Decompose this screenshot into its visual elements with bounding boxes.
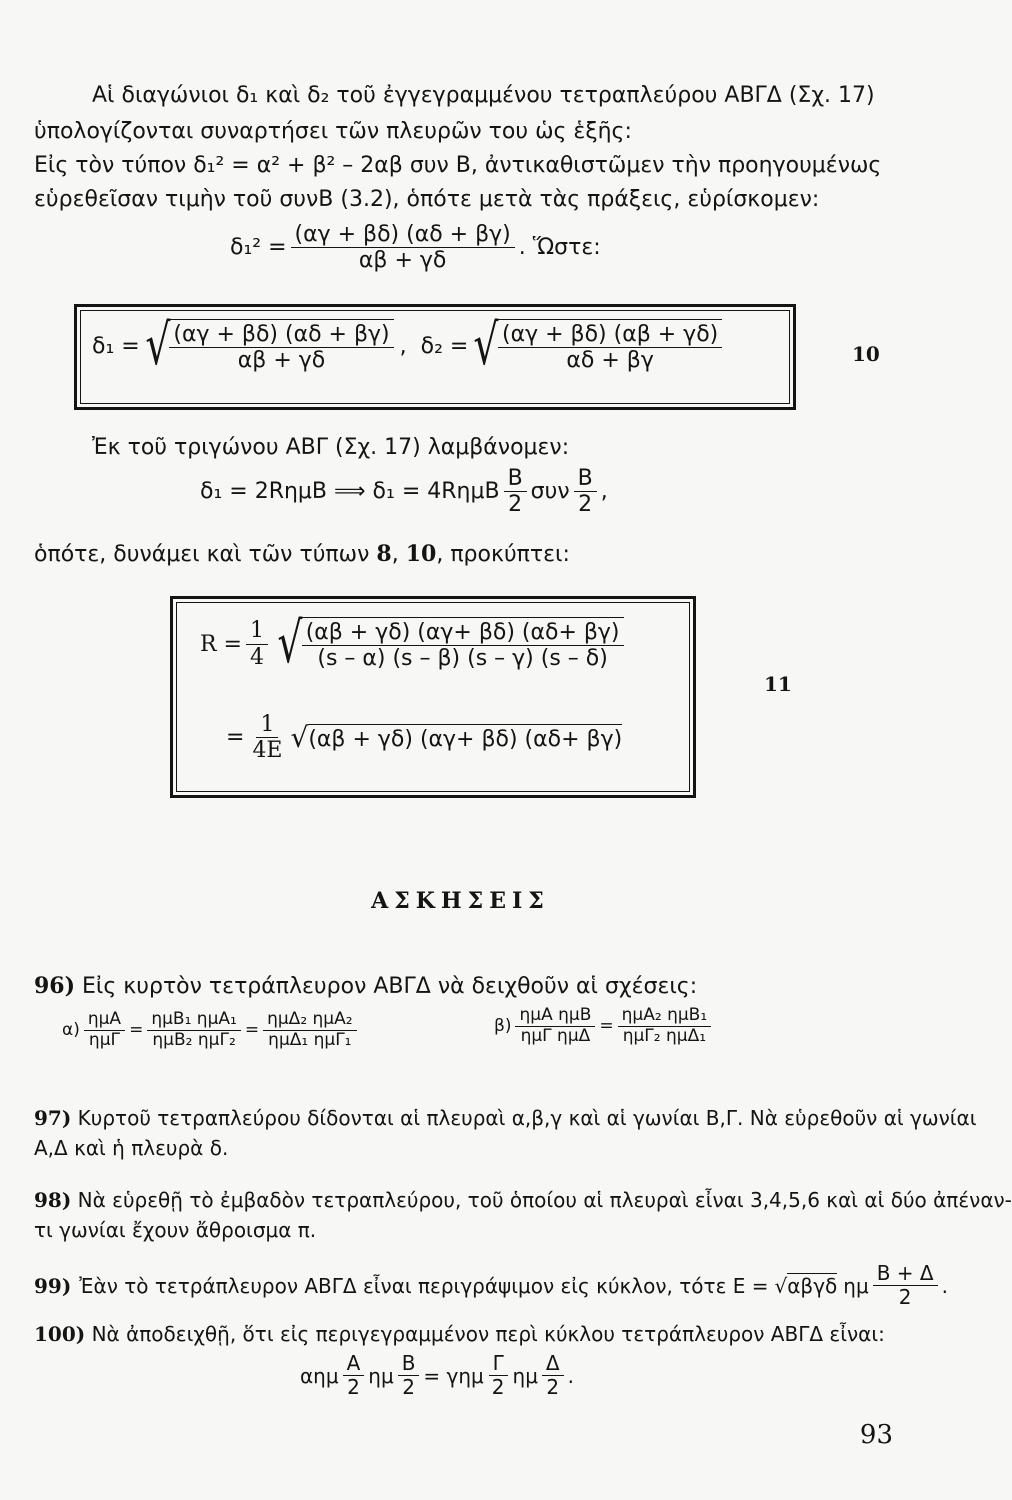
equation-number-10: 10 <box>852 342 880 366</box>
frac-numerator: 1 <box>246 618 268 644</box>
fraction <box>147 1010 241 1050</box>
frac-numerator: ημΑ <box>84 1010 125 1031</box>
exercise-text: Νὰ εὑρεθῇ τὸ ἐμβαδὸν τετραπλεύρου, τοῦ ὁποίου αἱ πλευραὶ εἶναι 3,4,5,6 καὶ αἱ δύο ἀπέναν- <box>77 1188 1012 1212</box>
frac-denominator: 4 <box>250 644 264 670</box>
triangle-end: , <box>600 479 608 505</box>
page-number: 93 <box>859 1420 893 1450</box>
frac-numerator: ημΑ₂ ημΒ₁ <box>618 1006 712 1027</box>
fraction <box>542 1352 564 1399</box>
frac-numerator: Β + Δ <box>873 1262 938 1286</box>
frac-numerator: Α <box>343 1352 365 1376</box>
exercise-100 <box>34 1320 885 1348</box>
hence-post: , προκύπτει: <box>436 542 570 567</box>
frac-denominator: 2 <box>508 492 523 518</box>
frac-denominator: 2 <box>491 1375 505 1399</box>
exercise-97-line-2: Α,Δ καὶ ἡ πλευρὰ δ. <box>34 1136 229 1160</box>
exercise-98-line-2: τι γωνίαι ἔχουν ἄθροισμα π. <box>34 1218 317 1242</box>
frac-numerator: ημΔ₂ ημΑ₂ <box>263 1010 356 1031</box>
period: . <box>941 1273 948 1298</box>
radical-sign-icon: √ <box>277 611 303 676</box>
exercise-96-part-b <box>494 1006 715 1046</box>
intro-line-1: Αἱ διαγώνιοι δ₁ καὶ δ₂ τοῦ ἐγγεγραμμένου τετραπλεύρου ΑΒΓΔ (Σχ. 17) <box>92 83 875 108</box>
frac-denominator: 2 <box>546 1375 560 1399</box>
term: ημ <box>512 1363 538 1388</box>
triangle-frac-2 <box>574 466 597 518</box>
frac-denominator: ημΓ ημΔ <box>520 1025 591 1046</box>
eq-denominator: αβ + γδ <box>358 248 447 274</box>
formula-ref-10: 10 <box>405 541 437 567</box>
intro-line-3: Εἰς τὸν τύπον δ₁² = α² + β² – 2αβ συν Β, ἀντικαθιστῶμεν τὴν προηγουμένως <box>34 153 882 178</box>
exercise-number: 97) <box>34 1106 72 1130</box>
fraction <box>618 1006 712 1046</box>
equation-number-11: 11 <box>764 672 792 696</box>
d1-denominator: αβ + γδ <box>237 348 326 373</box>
equals-sign: = <box>129 1020 144 1041</box>
quarter-fraction <box>246 618 268 670</box>
exercise-text: Νὰ ἀποδειχθῇ, ὅτι εἰς περιγεγραμμένον περὶ κύκλου τετράπλευρον ΑΒΓΔ εἶναι: <box>91 1322 885 1346</box>
intro-line-4: εὑρεθεῖσαν τιμὴν τοῦ συνΒ (3.2), ὁπότε μετὰ τὰς πράξεις, εὑρίσκομεν: <box>34 187 820 212</box>
radical-2-body: (αβ + γδ) (αγ+ βδ) (αδ+ βγ) <box>308 724 622 752</box>
intro-line-2: ὑπολογίζονται συναρτήσει τῶν πλευρῶν του ὡς ἑξῆς: <box>34 119 632 144</box>
exercise-text: Εἰς κυρτὸν τετράπλευρον ΑΒΓΔ νὰ δειχθοῦν αἱ σχέσεις: <box>82 974 698 999</box>
R-denominator: (s – α) (s – β) (s – γ) (s – δ) <box>317 646 608 671</box>
radical-R <box>272 611 624 676</box>
exercise-99 <box>34 1262 948 1309</box>
equals-sign: = <box>226 725 245 751</box>
eq-fraction <box>291 222 515 274</box>
term: ημ <box>368 1363 394 1388</box>
fraction <box>515 1006 595 1046</box>
radical-body: αβγδ <box>787 1274 838 1298</box>
frac-numerator: 1 <box>256 712 278 738</box>
hence-pre: ὁπότε, δυνάμει καὶ τῶν τύπων <box>34 542 370 567</box>
d2-numerator: (αγ + βδ) (αβ + γδ) <box>498 322 722 348</box>
exercise-number: 99) <box>34 1273 72 1298</box>
exercise-98 <box>34 1186 1012 1214</box>
radical-sign-icon: √ <box>473 313 499 378</box>
exercise-number: 100) <box>34 1322 86 1346</box>
frac-numerator: ημΒ₁ ημΑ₁ <box>147 1010 241 1031</box>
fraction <box>263 1010 356 1050</box>
exercise-text: Κυρτοῦ τετραπλεύρου δίδονται αἱ πλευραὶ α,β,γ καὶ αἱ γωνίαι Β,Γ. Νὰ εὑρεθοῦν αἱ γωνίαι <box>77 1106 977 1130</box>
exercises-heading: ΑΣΚΗΣΕΙΣ <box>371 888 550 914</box>
frac-denominator: 2 <box>402 1375 415 1399</box>
d2-denominator: αδ + βγ <box>566 348 654 373</box>
radical-sign-icon: √ <box>145 313 171 378</box>
radical-sign-icon: √ <box>774 1273 788 1298</box>
exercise-number: 96) <box>34 973 76 999</box>
fraction <box>84 1010 125 1050</box>
eq-tail: . Ὥστε: <box>518 235 601 261</box>
frac-numerator: Δ <box>542 1352 564 1376</box>
r-lhs: R = <box>200 631 242 657</box>
frac-denominator: ημΓ₂ ημΔ₁ <box>622 1025 707 1046</box>
frac-numerator: ημΑ ημΒ <box>515 1006 595 1027</box>
frac-denominator: 2 <box>347 1375 360 1399</box>
exercise-number: 98) <box>34 1188 72 1212</box>
exercise-96-part-a <box>62 1010 361 1050</box>
fraction <box>343 1352 365 1399</box>
hence-line <box>34 540 570 569</box>
exercise-97 <box>34 1104 976 1132</box>
period: . <box>567 1363 574 1388</box>
frac-denominator: 2 <box>898 1285 912 1309</box>
radical-d1 <box>140 313 394 378</box>
frac-numerator: Β <box>574 466 597 492</box>
formula-ref-8: 8 <box>376 541 392 567</box>
exercise-text: Ἐὰν τὸ τετράπλευρον ΑΒΓΔ εἶναι περιγράψιμον εἰς κύκλον, τότε Ε = <box>79 1273 769 1298</box>
eq-lhs: δ₁² = <box>230 235 287 261</box>
fraction <box>873 1262 938 1309</box>
d2-lhs: δ₂ = <box>420 333 469 359</box>
R-numerator: (αβ + γδ) (αγ+ βδ) (αδ+ βγ) <box>302 620 624 646</box>
frac-numerator: Γ <box>489 1352 508 1376</box>
formula-11-line-1 <box>200 611 624 676</box>
frac-denominator: ημΔ₁ ημΓ₁ <box>268 1029 352 1050</box>
eq-numerator: (αγ + βδ) (αδ + βγ) <box>291 222 515 248</box>
triangle-mid: συν <box>530 479 570 505</box>
part-label: β) <box>494 1016 512 1037</box>
separator-comma: , <box>399 333 407 359</box>
frac-denominator: 2 <box>578 492 593 518</box>
fraction <box>398 1352 420 1399</box>
exercise-96 <box>34 972 697 1001</box>
frac-denominator: 4E <box>252 738 283 764</box>
formula-11-line-2 <box>226 712 622 764</box>
triangle-equation <box>200 466 608 518</box>
part-label: α) <box>62 1020 80 1041</box>
formula-10 <box>92 313 722 378</box>
d1-numerator: (αγ + βδ) (αδ + βγ) <box>169 322 393 348</box>
frac-denominator: ημΒ₂ ημΓ₂ <box>152 1029 236 1050</box>
radical-d2 <box>468 313 722 378</box>
term: = γημ <box>423 1363 484 1388</box>
triangle-frac-1 <box>504 466 527 518</box>
equation-d1-squared <box>230 222 601 274</box>
frac-numerator: Β <box>504 466 527 492</box>
area-fraction <box>248 712 286 764</box>
hence-comma: , <box>391 542 399 567</box>
d1-lhs: δ₁ = <box>92 333 140 359</box>
equals-sign: = <box>244 1020 260 1041</box>
triangle-eq-lhs: δ₁ = 2RημΒ ⟹ δ₁ = 4RημΒ <box>200 479 500 505</box>
radical-sign-icon: √ <box>290 721 309 755</box>
fraction <box>488 1352 509 1399</box>
sine-label: ημ <box>843 1273 869 1298</box>
exercise-100-equation <box>300 1352 574 1399</box>
triangle-text: Ἐκ τοῦ τριγώνου ΑΒΓ (Σχ. 17) λαμβάνομεν: <box>92 435 570 460</box>
equals-sign: = <box>599 1016 614 1037</box>
term: αημ <box>300 1363 339 1388</box>
frac-numerator: Β <box>398 1352 420 1376</box>
frac-denominator: ημΓ <box>88 1029 120 1050</box>
